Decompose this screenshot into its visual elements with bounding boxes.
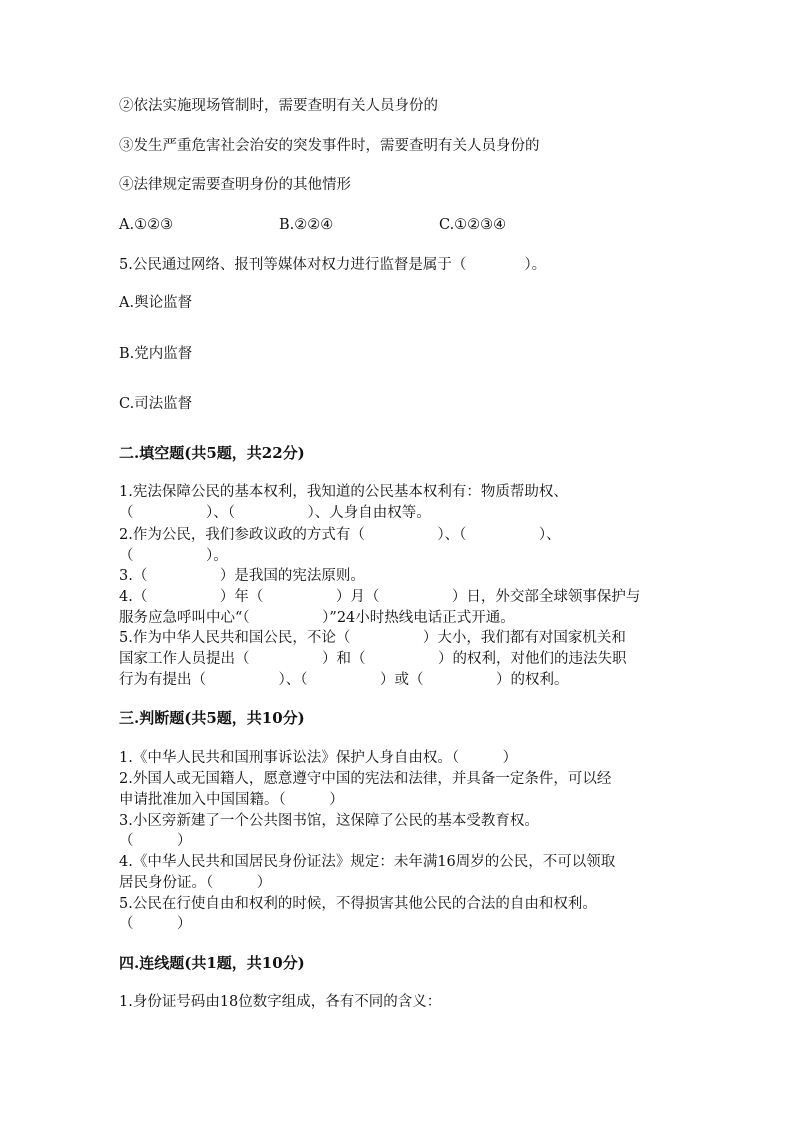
q5-option-c: C.司法监督 [119,396,193,412]
fill-line: 服务应急呼叫中心“（ ）”24小时热线电话正式开通。 [119,610,515,626]
q5-option-b: B.党内监督 [119,346,193,362]
matching-question-1: 1.身份证号码由18位数字组成，各有不同的含义： [119,994,442,1010]
fill-line: 4.（ ）年（ ）月（ ）日，外交部全球领事保护与 [119,589,641,605]
judge-line: 2.外国人或无国籍人，愿意遵守中国的宪法和法律，并具备一定条件，可以经 [119,771,612,787]
fill-line: （ ）。 [119,548,228,564]
fill-line: （ ）、（ ）、人身自由权等。 [119,505,431,521]
section-heading-matching: 四.连线题(共1题，共10分) [119,954,305,972]
judge-line: （ ） [119,833,192,849]
section-heading-fill-blank: 二.填空题(共5题，共22分) [119,444,305,462]
q5-option-a: A.舆论监督 [119,295,193,311]
fill-line: 行为有提出（ ）、（ ）或（ ）的权利。 [119,672,569,688]
judge-line: 申请批准加入中国国籍。（ ） [119,792,344,808]
q4-option-b: B.②②④ [279,217,334,233]
judge-line: 5.公民在行使自由和权利的时候，不得损害其他公民的合法的自由和权利。 [119,896,597,912]
q4-option-a: A.①②③ [119,217,174,233]
judge-line: 3.小区旁新建了一个公共图书馆，这保障了公民的基本受教育权。 [119,813,539,829]
judge-line: 1.《中华人民共和国刑事诉讼法》保护人身自由权。（ ） [119,750,518,766]
condition-item-2: ②依法实施现场管制时，需要查明有关人员身份的 [119,98,438,114]
judge-line: （ ） [119,916,192,932]
judge-line: 居民身份证。（ ） [119,875,272,891]
section-heading-true-false: 三.判断题(共5题，共10分) [119,709,305,727]
fill-line: 1.宪法保障公民的基本权利，我知道的公民基本权利有：物质帮助权、 [119,484,568,500]
question-5: 5.公民通过网络、报刊等媒体对权力进行监督是属于（ ）。 [119,257,547,273]
fill-line: 国家工作人员提出（ ）和（ ）的权利，对他们的违法失职 [119,651,627,667]
judge-line: 4.《中华人民共和国居民身份证法》规定：未年满16周岁的公民，不可以领取 [119,854,616,870]
condition-item-3: ③发生严重危害社会治安的突发事件时，需要查明有关人员身份的 [119,138,540,154]
q4-option-c: C.①②③④ [439,217,507,233]
fill-line: 2.作为公民，我们参政议政的方式有（ ）、（ ）、 [119,527,561,543]
fill-line: 5.作为中华人民共和国公民，不论（ ）大小，我们都有对国家机关和 [119,630,626,646]
fill-line: 3.（ ）是我国的宪法原则。 [119,568,365,584]
condition-item-4: ④法律规定需要查明身份的其他情形 [119,177,351,193]
